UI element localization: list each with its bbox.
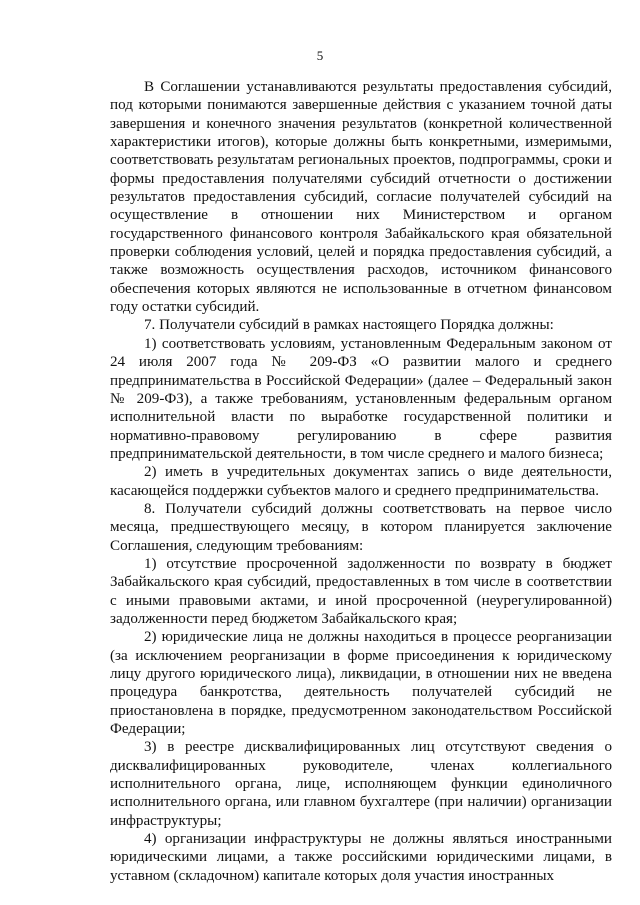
paragraph-7-item-1: 1) соответствовать условиям, установленным Федеральным законом от 24 июля 2007 года № 209-ФЗ «О развитии малого и среднего предпринимательства в Российской Федерации» (далее – Федеральный закон № 209-ФЗ), а также требованиям, установленным федеральным органом исполнительной власти по выработке государственной политики и нормативно-правовому регулированию в сфере развития предпринимательской деятельности, в том числе среднего и малого бизнеса; <box>110 335 612 462</box>
page-number: 5 <box>316 48 324 63</box>
paragraph-8-item-1: 1) отсутствие просроченной задолженности по возврату в бюджет Забайкальского края субсидий, предоставленных в том числе в соответствии с иными правовыми актами, и иной просроченной (неурегулированной) задолженности перед бюджетом Забайкальского края; <box>110 555 612 627</box>
paragraph-agreement-results: В Соглашении устанавливаются результаты предоставления субсидий, под которыми понимаются завершенные действия с указанием точной даты завершения и конечного значения результатов (конкретной количественной характеристики итогов), которые должны быть конкретными, измеримыми, соответствовать результатам региональных проектов, подпрограммы, сроки и формы предоставления получателями субсидий отчетности о достижении результатов предоставления субсидий, согласие получателей субсидий на осуществление в отношении них Министерством и органом государственного финансового контроля Забайкальского края обязательной проверки соблюдения условий, целей и порядка предоставления субсидий, а также возможность осуществления расходов, источником финансового обеспечения которых являются не использованные в отчетном финансовом году остатки субсидий. <box>110 79 612 316</box>
paragraph-section-7: 7. Получатели субсидий в рамках настоящего Порядка должны: <box>144 317 554 334</box>
document-body <box>110 78 612 885</box>
paragraph-7-item-2: 2) иметь в учредительных документах запись о виде деятельности, касающейся поддержки субъектов малого и среднего предпринимательства. <box>110 464 612 499</box>
paragraph-8-item-4: 4) организации инфраструктуры не должны являться иностранными юридическими лицами, а также российскими юридическими лицами, в уставном (складочном) капитале которых доля участия иностранных <box>110 831 612 884</box>
paragraph-section-8: 8. Получатели субсидий должны соответствовать на первое число месяца, предшествующего месяцу, в котором планируется заключение Соглашения, следующим требованиям: <box>110 500 612 554</box>
paragraph-8-item-3: 3) в реестре дисквалифицированных лиц отсутствуют сведения о дисквалифицированных руководителе, членах коллегиального исполнительного органа, лице, исполняющем функции единоличного исполнительного органа, или главном бухгалтере (при наличии) организации инфраструктуры; <box>110 739 612 829</box>
paragraph-8-item-2: 2) юридические лица не должны находиться в процессе реорганизации (за исключением реорганизации в форме присоединения к юридическому лицу другого юридического лица), ликвидации, в отношении них не введена процедура банкротства, деятельность получателей субсидий не приостановлена в порядке, предусмотренном законодательством Российской Федерации; <box>110 629 612 738</box>
